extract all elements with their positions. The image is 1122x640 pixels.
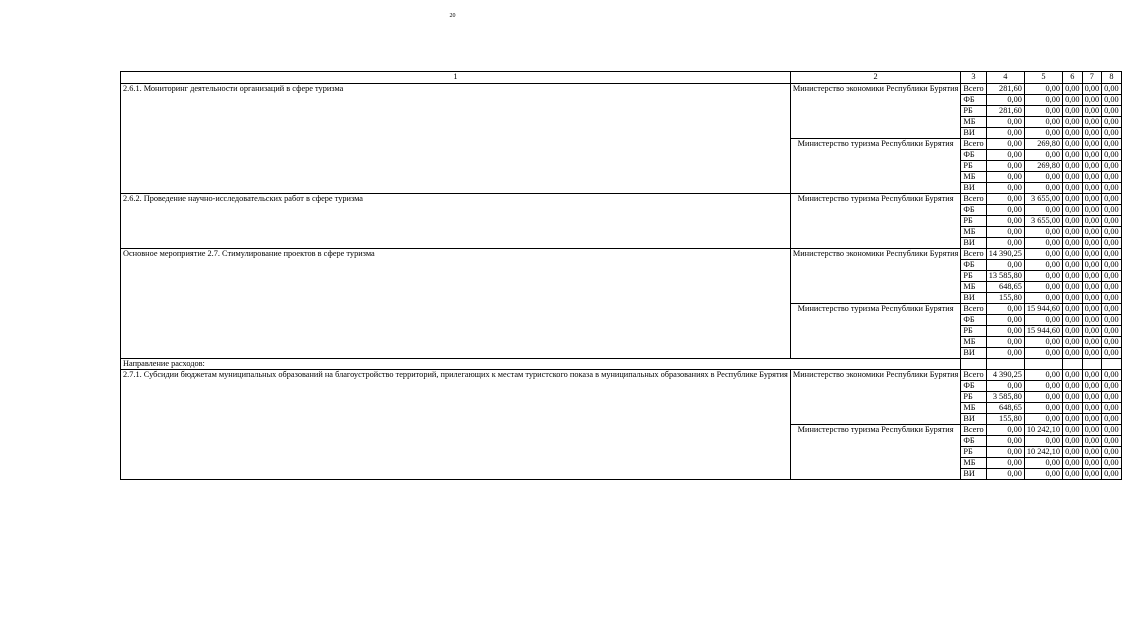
amount-cell: 0,00: [1063, 95, 1083, 106]
amount-cell: 0,00: [1024, 348, 1062, 359]
amount-cell: 281,60: [986, 84, 1024, 95]
amount-cell: 0,00: [1102, 249, 1122, 260]
amount-cell: 0,00: [1063, 436, 1083, 447]
amount-cell: 0,00: [986, 194, 1024, 205]
amount-cell: 0,00: [1102, 139, 1122, 150]
amount-cell: 0,00: [1063, 381, 1083, 392]
amount-cell: 0,00: [1082, 458, 1102, 469]
amount-cell: 0,00: [1063, 293, 1083, 304]
column-header: 2: [790, 72, 960, 84]
amount-cell: 10 242,10: [1024, 425, 1062, 436]
amount-cell: 0,00: [1102, 183, 1122, 194]
funding-source: Всего: [961, 370, 986, 381]
funding-source: РБ: [961, 447, 986, 458]
amount-cell: 0,00: [1102, 238, 1122, 249]
amount-cell: 0,00: [1082, 271, 1102, 282]
amount-cell: 0,00: [986, 315, 1024, 326]
funding-source: РБ: [961, 161, 986, 172]
table-row: [121, 84, 1122, 95]
amount-cell: 0,00: [1063, 84, 1083, 95]
amount-cell: 0,00: [1102, 348, 1122, 359]
amount-cell: 0,00: [1063, 216, 1083, 227]
amount-cell: 0,00: [1102, 469, 1122, 480]
table-row: [121, 370, 1122, 381]
amount-cell: 0,00: [1024, 249, 1062, 260]
amount-cell: 0,00: [986, 326, 1024, 337]
amount-cell: 0,00: [986, 337, 1024, 348]
amount-cell: 0,00: [1082, 238, 1102, 249]
amount-cell: 0,00: [1082, 436, 1102, 447]
amount-cell: 0,00: [1063, 238, 1083, 249]
amount-cell: 0,00: [1063, 447, 1083, 458]
amount-cell: 0,00: [1063, 414, 1083, 425]
amount-cell: 0,00: [1082, 205, 1102, 216]
activity-description: 2.6.2. Проведение научно-исследовательских работ в сфере туризма: [121, 194, 791, 249]
amount-cell: 0,00: [1082, 447, 1102, 458]
funding-source: Всего: [961, 304, 986, 315]
amount-cell: 4 390,25: [986, 370, 1024, 381]
amount-cell: 0,00: [1102, 425, 1122, 436]
amount-cell: 0,00: [1102, 150, 1122, 161]
column-header: 8: [1102, 72, 1122, 84]
amount-cell: 0,00: [1024, 150, 1062, 161]
amount-cell: 0,00: [1102, 403, 1122, 414]
funding-source: РБ: [961, 326, 986, 337]
amount-cell: 0,00: [1024, 293, 1062, 304]
empty-cell: [1024, 359, 1062, 370]
amount-cell: 0,00: [1082, 425, 1102, 436]
funding-source: ФБ: [961, 315, 986, 326]
funding-source: ФБ: [961, 95, 986, 106]
amount-cell: 0,00: [986, 238, 1024, 249]
amount-cell: 0,00: [1102, 447, 1122, 458]
funding-source: ВИ: [961, 238, 986, 249]
funding-source: МБ: [961, 337, 986, 348]
amount-cell: 648,65: [986, 282, 1024, 293]
funding-source: МБ: [961, 282, 986, 293]
section-note: Направление расходов:: [121, 359, 961, 370]
amount-cell: 0,00: [1082, 95, 1102, 106]
amount-cell: 0,00: [1024, 106, 1062, 117]
amount-cell: 0,00: [1082, 117, 1102, 128]
amount-cell: 0,00: [1082, 315, 1102, 326]
table-row: [121, 249, 1122, 260]
column-header: 5: [1024, 72, 1062, 84]
funding-source: Всего: [961, 194, 986, 205]
column-header: 4: [986, 72, 1024, 84]
funding-source: МБ: [961, 227, 986, 238]
responsible-executor: Министерство экономики Республики Бурятия: [790, 249, 960, 304]
funding-source: ФБ: [961, 150, 986, 161]
amount-cell: 0,00: [1063, 282, 1083, 293]
funding-source: МБ: [961, 172, 986, 183]
page-number: 20: [449, 13, 456, 19]
amount-cell: 0,00: [1102, 436, 1122, 447]
funding-source: ВИ: [961, 183, 986, 194]
column-header: 6: [1063, 72, 1083, 84]
funding-source: РБ: [961, 392, 986, 403]
amount-cell: 0,00: [1024, 84, 1062, 95]
amount-cell: 0,00: [1102, 227, 1122, 238]
responsible-executor: Министерство туризма Республики Бурятия: [790, 425, 960, 480]
amount-cell: 3 655,00: [1024, 194, 1062, 205]
amount-cell: 0,00: [986, 216, 1024, 227]
funding-source: ВИ: [961, 414, 986, 425]
amount-cell: 0,00: [1063, 469, 1083, 480]
amount-cell: 0,00: [1063, 194, 1083, 205]
amount-cell: 0,00: [1063, 337, 1083, 348]
amount-cell: 0,00: [1063, 260, 1083, 271]
funding-source: ФБ: [961, 205, 986, 216]
amount-cell: 0,00: [1102, 293, 1122, 304]
funding-source: РБ: [961, 216, 986, 227]
funding-source: Всего: [961, 425, 986, 436]
amount-cell: 13 585,80: [986, 271, 1024, 282]
budget-table: [120, 71, 1122, 480]
funding-source: Всего: [961, 139, 986, 150]
amount-cell: 0,00: [986, 117, 1024, 128]
amount-cell: 0,00: [1063, 128, 1083, 139]
funding-source: РБ: [961, 271, 986, 282]
funding-source: ВИ: [961, 293, 986, 304]
empty-cell: [986, 359, 1024, 370]
amount-cell: 0,00: [986, 381, 1024, 392]
amount-cell: 0,00: [986, 95, 1024, 106]
amount-cell: 0,00: [1063, 106, 1083, 117]
amount-cell: 0,00: [986, 260, 1024, 271]
amount-cell: 3 655,00: [1024, 216, 1062, 227]
amount-cell: 0,00: [1082, 293, 1102, 304]
funding-source: ВИ: [961, 469, 986, 480]
funding-source: МБ: [961, 117, 986, 128]
amount-cell: 269,80: [1024, 139, 1062, 150]
amount-cell: 0,00: [1063, 348, 1083, 359]
amount-cell: 0,00: [1102, 161, 1122, 172]
amount-cell: 0,00: [1082, 194, 1102, 205]
amount-cell: 0,00: [1063, 304, 1083, 315]
funding-source: МБ: [961, 403, 986, 414]
amount-cell: 0,00: [1024, 469, 1062, 480]
amount-cell: 0,00: [986, 150, 1024, 161]
amount-cell: 0,00: [1024, 414, 1062, 425]
amount-cell: 0,00: [1024, 403, 1062, 414]
amount-cell: 0,00: [1024, 282, 1062, 293]
amount-cell: 0,00: [1082, 414, 1102, 425]
amount-cell: 0,00: [1102, 337, 1122, 348]
amount-cell: 15 944,60: [1024, 326, 1062, 337]
amount-cell: 0,00: [986, 172, 1024, 183]
amount-cell: 0,00: [1063, 161, 1083, 172]
amount-cell: 0,00: [1102, 172, 1122, 183]
amount-cell: 0,00: [986, 183, 1024, 194]
amount-cell: 0,00: [1082, 139, 1102, 150]
amount-cell: 0,00: [1082, 348, 1102, 359]
section-note-row: [121, 359, 1122, 370]
amount-cell: 15 944,60: [1024, 304, 1062, 315]
amount-cell: 0,00: [1102, 370, 1122, 381]
amount-cell: 0,00: [1102, 106, 1122, 117]
funding-source: МБ: [961, 458, 986, 469]
amount-cell: 0,00: [1024, 370, 1062, 381]
funding-source: ВИ: [961, 128, 986, 139]
amount-cell: 0,00: [986, 205, 1024, 216]
amount-cell: 0,00: [1102, 458, 1122, 469]
amount-cell: 0,00: [1082, 304, 1102, 315]
amount-cell: 0,00: [1063, 117, 1083, 128]
amount-cell: 0,00: [1024, 271, 1062, 282]
responsible-executor: Министерство туризма Республики Бурятия: [790, 304, 960, 359]
amount-cell: 0,00: [1102, 271, 1122, 282]
amount-cell: 281,60: [986, 106, 1024, 117]
activity-description: 2.6.1. Мониторинг деятельности организаций в сфере туризма: [121, 84, 791, 194]
amount-cell: 0,00: [1082, 128, 1102, 139]
amount-cell: 0,00: [1063, 425, 1083, 436]
funding-source: Всего: [961, 249, 986, 260]
header-row: [121, 72, 1122, 84]
responsible-executor: Министерство экономики Республики Бурятия: [790, 84, 960, 139]
amount-cell: 0,00: [1063, 370, 1083, 381]
amount-cell: 0,00: [1082, 282, 1102, 293]
responsible-executor: Министерство туризма Республики Бурятия: [790, 194, 960, 249]
amount-cell: 0,00: [986, 425, 1024, 436]
amount-cell: 0,00: [1102, 260, 1122, 271]
amount-cell: 0,00: [1102, 315, 1122, 326]
amount-cell: 0,00: [1024, 315, 1062, 326]
amount-cell: 648,65: [986, 403, 1024, 414]
amount-cell: 0,00: [1102, 414, 1122, 425]
amount-cell: 0,00: [986, 469, 1024, 480]
amount-cell: 0,00: [986, 458, 1024, 469]
amount-cell: 0,00: [1082, 337, 1102, 348]
amount-cell: 0,00: [1063, 150, 1083, 161]
column-header: 7: [1082, 72, 1102, 84]
amount-cell: 0,00: [1082, 172, 1102, 183]
amount-cell: 0,00: [1063, 183, 1083, 194]
funding-source: Всего: [961, 84, 986, 95]
amount-cell: 0,00: [1063, 326, 1083, 337]
amount-cell: 0,00: [1063, 139, 1083, 150]
amount-cell: 155,80: [986, 293, 1024, 304]
funding-source: РБ: [961, 106, 986, 117]
amount-cell: 0,00: [986, 304, 1024, 315]
responsible-executor: Министерство туризма Республики Бурятия: [790, 139, 960, 194]
amount-cell: 0,00: [1024, 227, 1062, 238]
amount-cell: 0,00: [1063, 392, 1083, 403]
amount-cell: 0,00: [986, 348, 1024, 359]
empty-cell: [1082, 359, 1102, 370]
amount-cell: 0,00: [1063, 271, 1083, 282]
amount-cell: 0,00: [1024, 183, 1062, 194]
amount-cell: 0,00: [1102, 205, 1122, 216]
funding-source: ФБ: [961, 381, 986, 392]
amount-cell: 0,00: [1024, 392, 1062, 403]
amount-cell: 0,00: [986, 161, 1024, 172]
amount-cell: 0,00: [1024, 260, 1062, 271]
column-header: 3: [961, 72, 986, 84]
amount-cell: 0,00: [1063, 315, 1083, 326]
amount-cell: 0,00: [1082, 227, 1102, 238]
responsible-executor: Министерство экономики Республики Бурятия: [790, 370, 960, 425]
amount-cell: 0,00: [1024, 117, 1062, 128]
amount-cell: 0,00: [1082, 249, 1102, 260]
amount-cell: 0,00: [1102, 304, 1122, 315]
empty-cell: [961, 359, 986, 370]
amount-cell: 0,00: [1024, 172, 1062, 183]
amount-cell: 0,00: [986, 128, 1024, 139]
amount-cell: 0,00: [1082, 370, 1102, 381]
amount-cell: 0,00: [1024, 436, 1062, 447]
amount-cell: 0,00: [1063, 458, 1083, 469]
amount-cell: 0,00: [1082, 150, 1102, 161]
activity-description: Основное мероприятие 2.7. Стимулирование проектов в сфере туризма: [121, 249, 791, 359]
amount-cell: 0,00: [1024, 238, 1062, 249]
amount-cell: 0,00: [1024, 337, 1062, 348]
amount-cell: 0,00: [1024, 205, 1062, 216]
amount-cell: 10 242,10: [1024, 447, 1062, 458]
amount-cell: 155,80: [986, 414, 1024, 425]
amount-cell: 0,00: [986, 436, 1024, 447]
activity-description: 2.7.1. Субсидии бюджетам муниципальных образований на благоустройство территорий, прилегающих к местам туристского показа в муниципальных образованиях в Республике Бурятия: [121, 370, 791, 480]
amount-cell: 0,00: [1082, 84, 1102, 95]
amount-cell: 0,00: [1102, 216, 1122, 227]
funding-source: ВИ: [961, 348, 986, 359]
amount-cell: 0,00: [1082, 216, 1102, 227]
amount-cell: 0,00: [1082, 381, 1102, 392]
amount-cell: 0,00: [1102, 392, 1122, 403]
amount-cell: 0,00: [1024, 95, 1062, 106]
amount-cell: 0,00: [1102, 95, 1122, 106]
amount-cell: 0,00: [1102, 84, 1122, 95]
amount-cell: 14 390,25: [986, 249, 1024, 260]
amount-cell: 0,00: [1024, 381, 1062, 392]
amount-cell: 0,00: [986, 447, 1024, 458]
column-header: 1: [121, 72, 791, 84]
amount-cell: 0,00: [1102, 117, 1122, 128]
amount-cell: 0,00: [1063, 172, 1083, 183]
amount-cell: 0,00: [1024, 458, 1062, 469]
amount-cell: 3 585,80: [986, 392, 1024, 403]
amount-cell: 0,00: [1063, 403, 1083, 414]
amount-cell: 0,00: [1102, 282, 1122, 293]
amount-cell: 0,00: [986, 139, 1024, 150]
amount-cell: 0,00: [1102, 128, 1122, 139]
amount-cell: 0,00: [1102, 381, 1122, 392]
amount-cell: 0,00: [1082, 106, 1102, 117]
amount-cell: 0,00: [1082, 326, 1102, 337]
amount-cell: 0,00: [1082, 403, 1102, 414]
table-row: [121, 194, 1122, 205]
empty-cell: [1063, 359, 1083, 370]
empty-cell: [1102, 359, 1122, 370]
amount-cell: 269,80: [1024, 161, 1062, 172]
amount-cell: 0,00: [986, 227, 1024, 238]
funding-source: ФБ: [961, 436, 986, 447]
amount-cell: 0,00: [1063, 227, 1083, 238]
amount-cell: 0,00: [1082, 392, 1102, 403]
amount-cell: 0,00: [1063, 205, 1083, 216]
amount-cell: 0,00: [1102, 194, 1122, 205]
amount-cell: 0,00: [1102, 326, 1122, 337]
funding-source: ФБ: [961, 260, 986, 271]
amount-cell: 0,00: [1082, 183, 1102, 194]
amount-cell: 0,00: [1082, 161, 1102, 172]
amount-cell: 0,00: [1024, 128, 1062, 139]
amount-cell: 0,00: [1063, 249, 1083, 260]
amount-cell: 0,00: [1082, 469, 1102, 480]
amount-cell: 0,00: [1082, 260, 1102, 271]
